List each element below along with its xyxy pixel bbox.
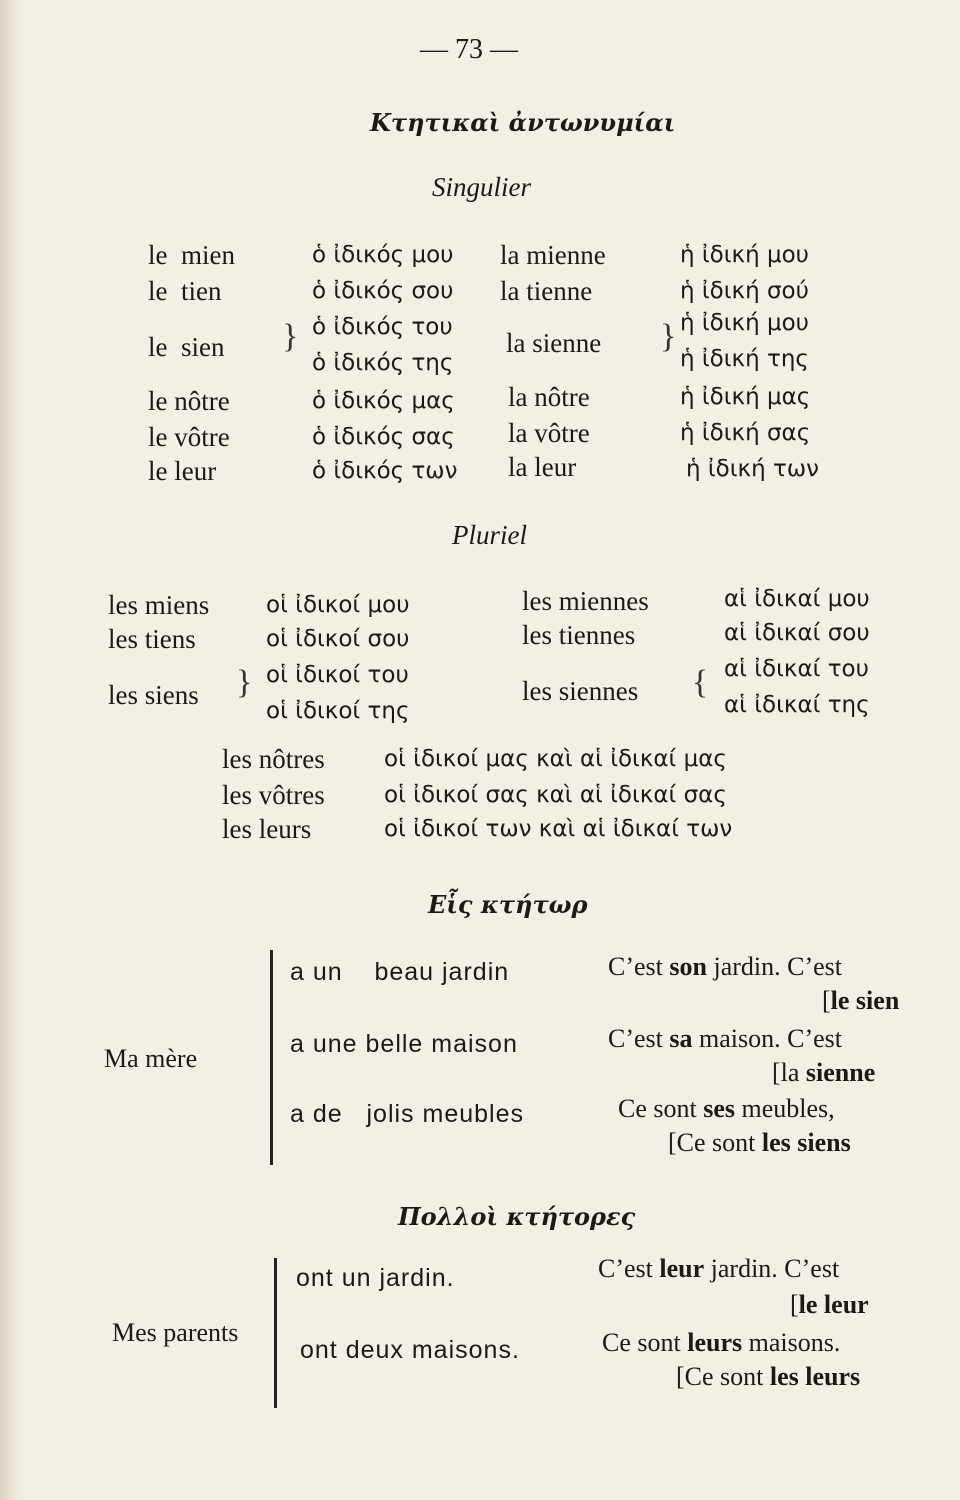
singular-gr-masc: ὁ ἰδικός σου [312,278,454,304]
singular-fr-masc: le mien [148,240,235,270]
plural-fr-masc: les tiens [108,624,196,654]
plural-gr-masc-b: οἱ ἰδικοί της [266,698,410,724]
singular-gr-fem: ἡ ἰδική μου [680,242,809,268]
singular-gr-masc-a: ὁ ἰδικός του [312,314,453,340]
plural-fr-masc: les siens [108,680,199,710]
example-right-line2: [Ce sont les siens [668,1128,851,1157]
singular-heading: Singulier [432,172,531,202]
singular-fr-fem: la vôtre [508,418,590,448]
singular-fr-masc: le nôtre [148,386,230,416]
example-right-line2: [le leur [790,1290,869,1319]
singular-gr-fem: ἡ ἰδική σας [680,420,811,446]
plural-fr-fem: les tiennes [522,620,636,650]
singular-fr-masc: le vôtre [148,422,230,452]
plural-gr-fem: αἱ ἰδικαί μου [724,586,870,612]
singular-gr-fem: ἡ ἰδική μας [680,384,811,410]
example-left: ont un jardin. [296,1264,455,1292]
page-edge [0,0,22,1500]
plural-fr-masc: les miens [108,590,210,620]
plural-gr-fem-b: αἱ ἰδικαί της [724,692,870,718]
grouping-line [274,1258,277,1408]
plural-common-fr: les nôtres [222,744,325,774]
many-owners-heading: Πολλοὶ κτήτορες [398,1202,636,1231]
example-right-line1: C’est leur jardin. C’est [598,1254,840,1283]
singular-fr-fem: la sienne [506,328,602,358]
example-right-line1: Ce sont leurs maisons. [602,1328,841,1357]
brace-icon: } [660,318,677,355]
one-owner-heading: Εἷς κτήτωρ [428,890,588,919]
singular-gr-masc: ὁ ἰδικός σας [312,424,455,450]
example-right-line1: Ce sont ses meubles, [618,1094,835,1123]
plural-gr-masc: οἱ ἰδικοί μου [266,592,410,618]
plural-gr-masc: οἱ ἰδικοί σου [266,626,410,652]
example-subject: Ma mère [104,1044,198,1073]
singular-fr-fem: la nôtre [508,382,590,412]
example-right-line1: C’est son jardin. C’est [608,952,842,981]
singular-fr-masc: le tien [148,276,222,306]
brace-icon: } [282,318,299,355]
page-number: — 73 — [420,34,518,65]
example-right-line2: [la sienne [772,1058,876,1087]
singular-gr-fem: ἡ ἰδική σού [680,278,809,304]
singular-fr-fem: la leur [508,452,577,482]
plural-common-gr: οἱ ἰδικοί σας καὶ αἱ ἰδικαί σας [384,782,727,808]
plural-gr-fem-a: αἱ ἰδικαί του [724,656,869,682]
singular-gr-masc: ὁ ἰδικός μας [312,388,455,414]
page-title: Κτητικαὶ ἀντωνυμίαι [370,108,676,137]
example-right-line1: C’est sa maison. C’est [608,1024,843,1053]
example-left: a un beau jardin [290,958,510,986]
singular-fr-fem: la mienne [500,240,606,270]
plural-gr-masc-a: οἱ ἰδικοί του [266,662,409,688]
plural-fr-fem: les siennes [522,676,639,706]
brace-icon: { [692,664,709,701]
singular-gr-masc: ὁ ἰδικός μου [312,242,454,268]
example-subject: Mes parents [112,1318,239,1347]
plural-common-fr: les leurs [222,814,312,844]
singular-gr-fem-a: ἡ ἰδική μου [680,310,809,336]
example-right-line2: [Ce sont les leurs [676,1362,861,1391]
grouping-line [270,950,273,1165]
singular-fr-fem: la tienne [500,276,593,306]
singular-gr-fem-b: ἡ ἰδική της [680,346,809,372]
example-left: a de jolis meubles [290,1100,525,1128]
example-left: ont deux maisons. [300,1336,520,1364]
singular-fr-masc: le leur [148,456,217,486]
plural-fr-fem: les miennes [522,586,649,616]
singular-fr-masc: le sien [148,332,225,362]
singular-gr-fem: ἡ ἰδική των [686,456,819,482]
plural-common-gr: οἱ ἰδικοί των καὶ αἱ ἰδικαί των [384,816,733,842]
plural-gr-fem: αἱ ἰδικαί σου [724,620,870,646]
singular-gr-masc-b: ὁ ἰδικός της [312,350,454,376]
singular-gr-masc: ὁ ἰδικός των [312,458,458,484]
example-right-line2: [le sien [822,986,900,1015]
example-left: a une belle maison [290,1030,518,1058]
plural-heading: Pluriel [452,520,527,550]
brace-icon: } [236,664,253,701]
plural-common-gr: οἱ ἰδικοί μας καὶ αἱ ἰδικαί μας [384,746,727,772]
plural-common-fr: les vôtres [222,780,325,810]
